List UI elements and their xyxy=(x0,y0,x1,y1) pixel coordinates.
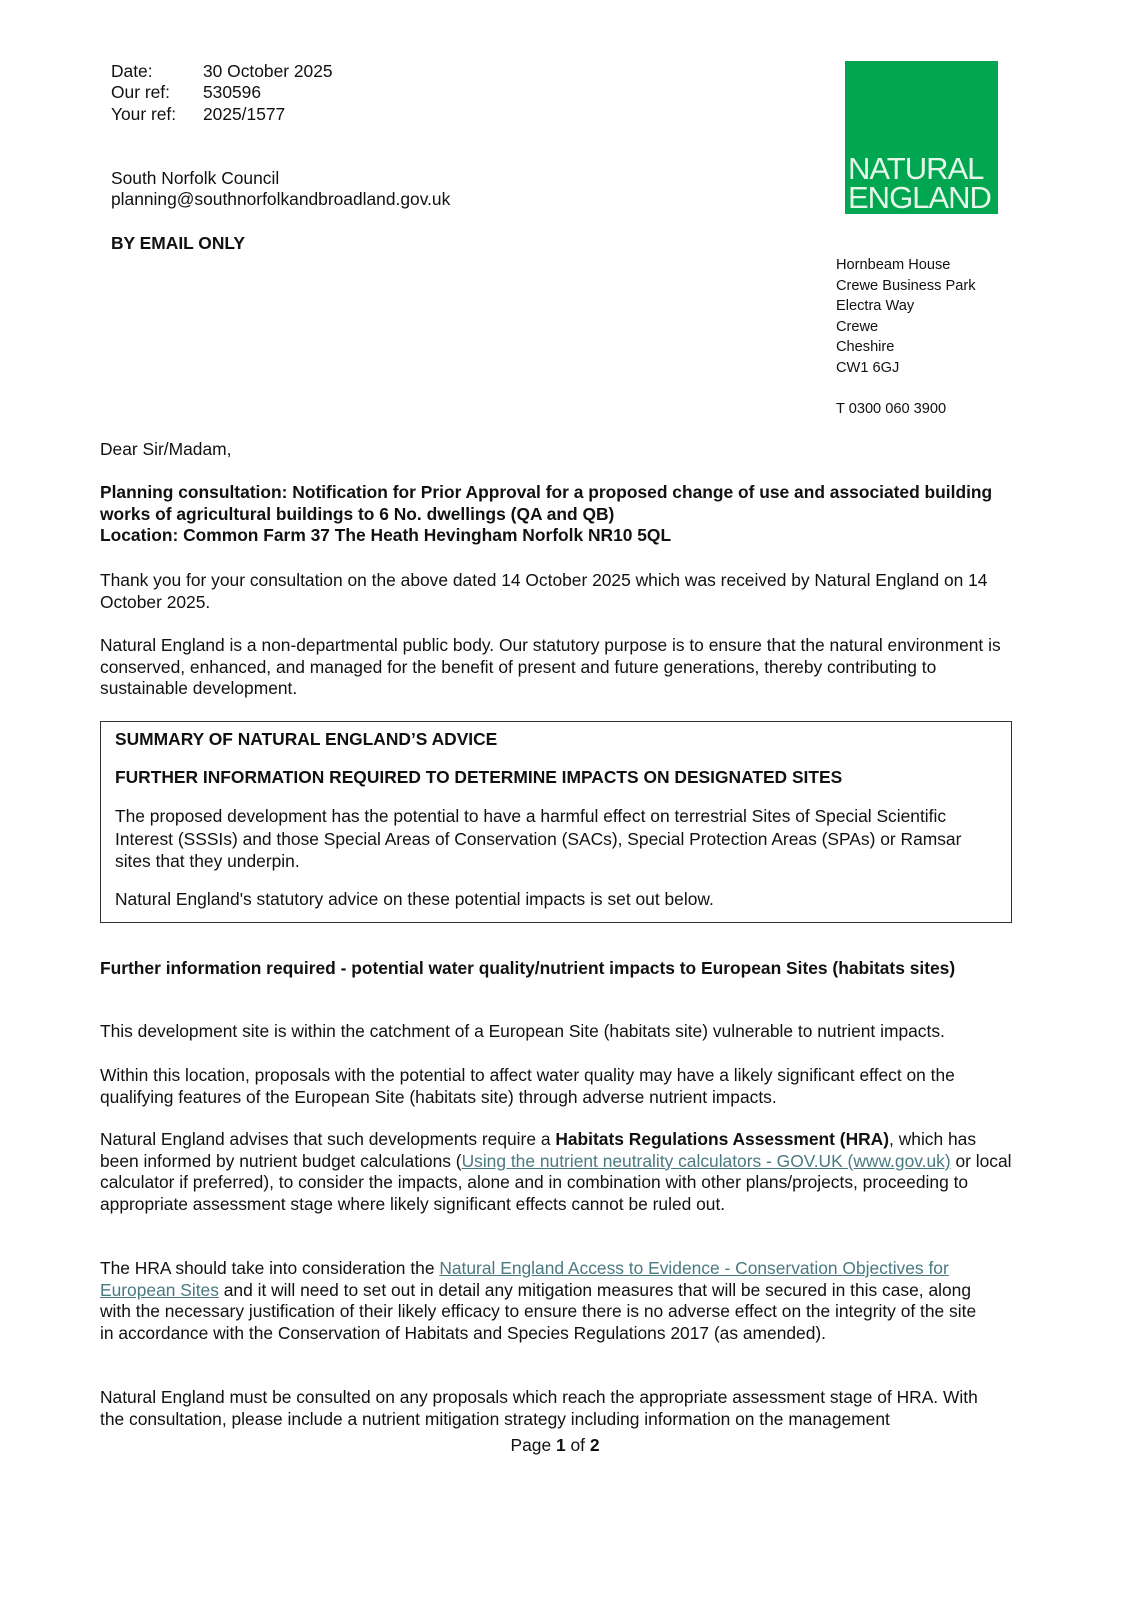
address-line: Crewe xyxy=(836,318,879,335)
your-ref-line xyxy=(111,104,285,126)
total-pages: 2 xyxy=(589,1435,600,1455)
logo-line2: ENGLAND xyxy=(848,180,991,215)
paragraph-conservation xyxy=(100,1258,990,1344)
paragraph: Natural England must be consulted on any proposals which reach the appropriate assessment stage of HRA. With the consultation, please include a nutrient mitigation strategy including information on the management xyxy=(100,1387,978,1429)
nutrient-calculators-link[interactable]: Using the nutrient neutrality calculators - GOV.UK (www.gov.uk) xyxy=(461,1150,951,1171)
natural-england-logo xyxy=(845,61,998,214)
date-value: 30 October 2025 xyxy=(203,61,333,81)
section-heading: Further information required - potential water quality/nutrient impacts to European Sites (habitats sites) xyxy=(100,958,956,978)
address-line: Cheshire xyxy=(836,339,895,356)
current-page: 1 xyxy=(555,1435,566,1455)
summary-note: Natural England's statutory advice on these potential impacts is set out below. xyxy=(115,889,714,909)
subject-line: Planning consultation: Notification for Prior Approval for a proposed change of use and associated building works of agricultural buildings to 6 No. dwellings (QA and QB) xyxy=(100,482,993,524)
salutation: Dear Sir/Madam, xyxy=(100,439,232,459)
address-line: Hornbeam House xyxy=(836,257,951,273)
page-number xyxy=(0,1435,1110,1457)
address-line: Electra Way xyxy=(836,298,915,315)
our-ref-label: Our ref: xyxy=(111,82,170,102)
summary-title: SUMMARY OF NATURAL ENGLAND’S ADVICE xyxy=(115,729,498,749)
date-line xyxy=(111,61,333,83)
by-email-only: BY EMAIL ONLY xyxy=(111,233,246,253)
your-ref-value: 2025/1577 xyxy=(203,104,286,124)
text: and it will need to set out in detail any mitigation measures that will be secured in this case, along with the necessary justification of their likely efficacy to ensure there is no adverse effect on the integrity of the site in accordance with the Conservation of Habitats and Species Regulations 2017 (as amended). xyxy=(100,1279,977,1343)
subject xyxy=(100,482,1000,547)
paragraph: This development site is within the catchment of a European Site (habitats site) vulnerable to nutrient impacts. xyxy=(100,1021,945,1041)
address-line: CW1 6GJ xyxy=(836,359,900,376)
text: Natural England advises that such developments require a xyxy=(100,1129,556,1149)
text: The HRA should take into consideration the xyxy=(100,1258,440,1278)
paragraph: Thank you for your consultation on the above dated 14 October 2025 which was received by Natural England on 14 October 2025. xyxy=(100,570,988,612)
text: of xyxy=(565,1435,590,1455)
sender-address xyxy=(836,255,976,419)
summary-box xyxy=(100,721,1012,923)
address-line: Crewe Business Park xyxy=(836,277,976,294)
summary-text: The proposed development has the potential to have a harmful effect on terrestrial Sites of Special Scientific Interest (SSSIs) and those Special Areas of Conservation (SACs), Special Protection Areas (SPAs) or Ramsar sites that they underpin. xyxy=(115,806,962,871)
summary-heading: FURTHER INFORMATION REQUIRED TO DETERMINE IMPACTS ON DESIGNATED SITES xyxy=(115,767,843,787)
date-label: Date: xyxy=(111,61,153,81)
our-ref-line xyxy=(111,82,261,104)
recipient-email: planning@southnorfolkandbroadland.gov.uk xyxy=(111,189,451,209)
phone-number: T 0300 060 3900 xyxy=(836,400,947,417)
paragraph-hra xyxy=(100,1129,1012,1215)
your-ref-label: Your ref: xyxy=(111,104,177,124)
hra-bold: Habitats Regulations Assessment (HRA) xyxy=(555,1129,890,1149)
conservation-objectives-link[interactable]: Natural England Access to Evidence - Conservation Objectives for European Sites xyxy=(100,1258,949,1300)
paragraph: Natural England is a non-departmental public body. Our statutory purpose is to ensure that the natural environment is conserved, enhanced, and managed for the benefit of present and future generations, thereby contributing to sustainable development. xyxy=(100,635,1001,698)
text: Page xyxy=(510,1435,556,1455)
logo-line1: NATURAL xyxy=(848,151,984,186)
text: or local calculator if preferred), to consider the impacts, alone and in combination with other plans/projects, proceeding to appropriate assessment stage where likely significant effects cannot be ruled out. xyxy=(100,1150,1012,1214)
paragraph: Within this location, proposals with the potential to affect water quality may have a likely significant effect on the qualifying features of the European Site (habitats site) through adverse nutrient impacts. xyxy=(100,1065,955,1107)
text: , which has been informed by nutrient budget calculations ( xyxy=(100,1129,977,1171)
our-ref-value: 530596 xyxy=(203,82,262,102)
recipient-name: South Norfolk Council xyxy=(111,168,280,188)
subject-location: Location: Common Farm 37 The Heath Hevingham Norfolk NR10 5QL xyxy=(100,525,672,545)
